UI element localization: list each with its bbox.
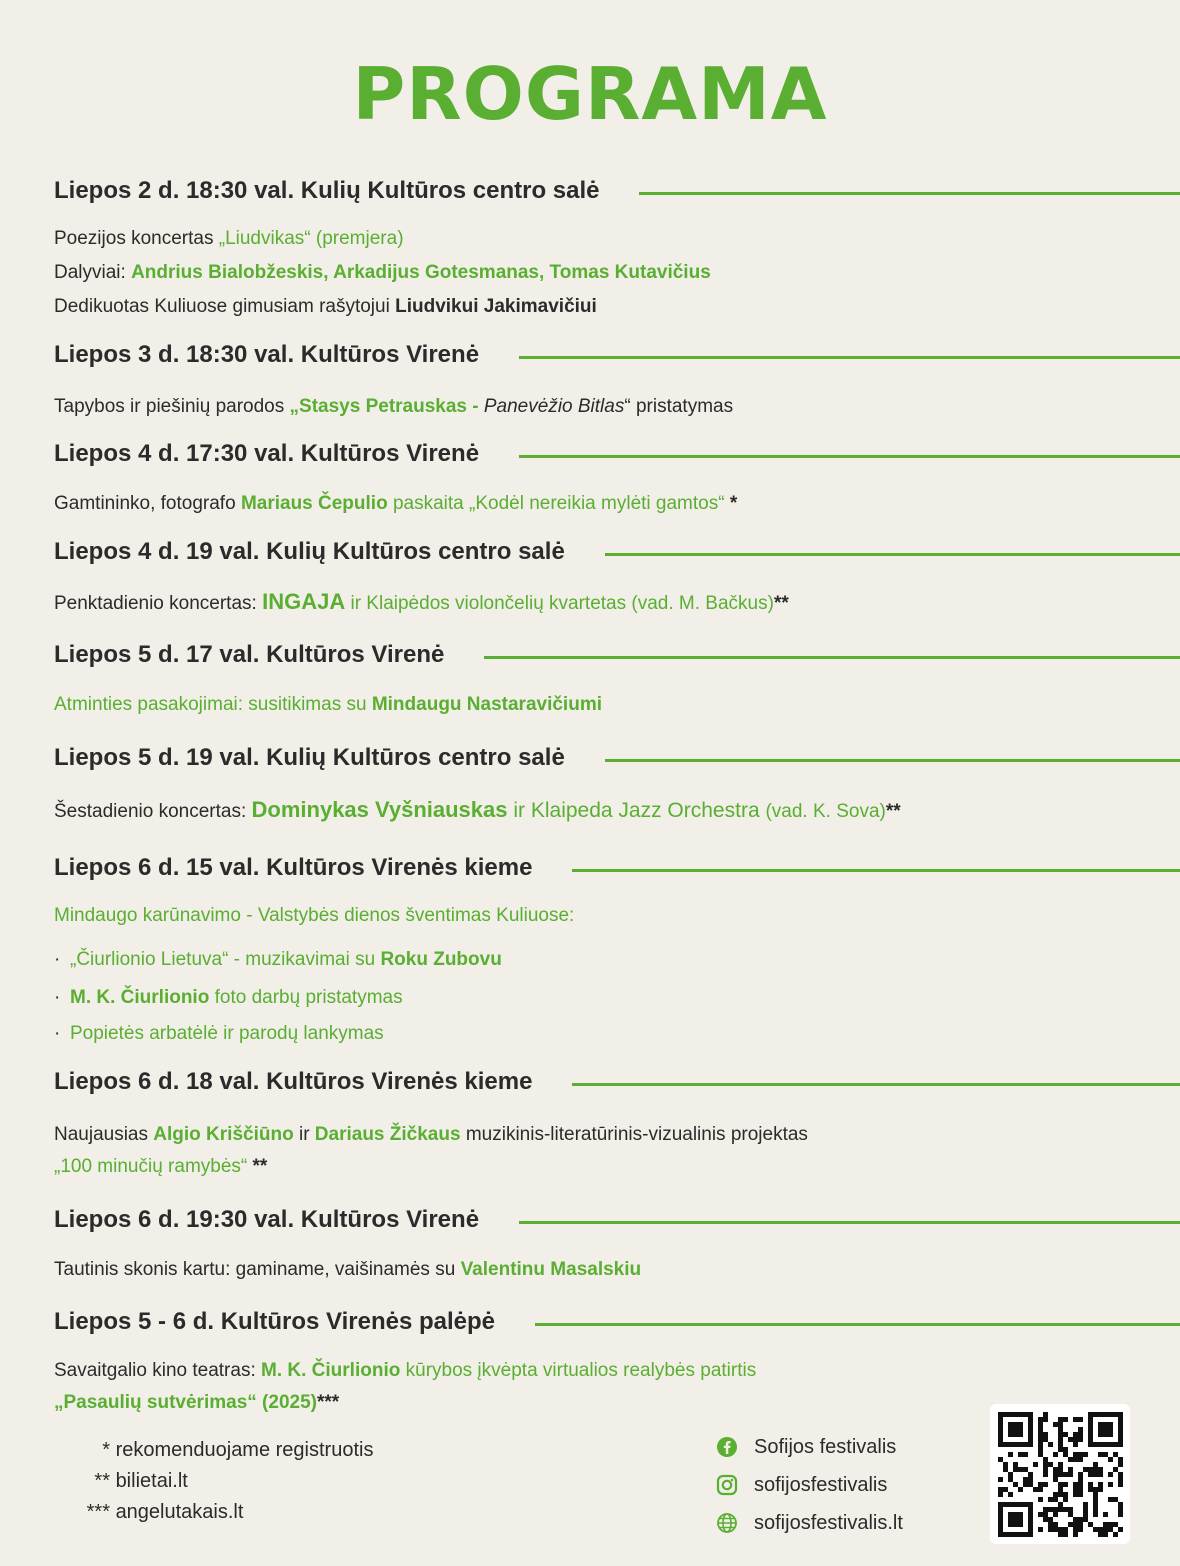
event-heading-text: Liepos 5 d. 19 val. Kulių Kultūros centro salė: [54, 744, 565, 771]
event-heading: [54, 437, 1180, 471]
event-heading-text: Liepos 4 d. 17:30 val. Kultūros Virenė: [54, 440, 480, 467]
footnote-mark: *: [729, 493, 738, 514]
performer: Dominykas Vyšniauskas: [251, 797, 508, 822]
qr-code: [990, 1404, 1130, 1544]
film-year: (2025): [256, 1392, 317, 1413]
event-line: [54, 222, 1180, 256]
event-heading-text: Liepos 5 d. 17 val. Kultūros Virenė: [54, 641, 445, 668]
divider-line: [535, 1323, 1180, 1326]
text-accent: foto darbų pristatymas: [209, 987, 403, 1008]
divider-line: [519, 455, 1180, 458]
guest: Mindaugu Nastaravičiumi: [371, 694, 602, 715]
event-7: [54, 851, 1180, 1051]
social-facebook[interactable]: [716, 1428, 903, 1466]
instagram-icon: [716, 1474, 738, 1496]
event-2: [54, 338, 1180, 424]
event-heading: [54, 741, 1180, 775]
text: Poezijos koncertas: [54, 228, 219, 249]
text: Savaitgalio kino teatras:: [54, 1360, 262, 1381]
footnote: [54, 1466, 373, 1497]
footnote-mark: *: [102, 1439, 110, 1461]
text: muzikinis-literatūrinis-vizualinis projektas: [460, 1124, 808, 1145]
facebook-icon: [716, 1436, 738, 1458]
event-heading-text: Liepos 6 d. 15 val. Kultūros Virenės kieme: [54, 854, 533, 881]
text: Gamtininko, fotografo: [54, 493, 241, 514]
event-heading-text: Liepos 6 d. 18 val. Kultūros Virenės kieme: [54, 1068, 533, 1095]
author: Algio Kriščiūno: [153, 1124, 294, 1145]
film-title: „Pasaulių sutvėrimas“: [54, 1392, 257, 1413]
text: Penktadienio koncertas:: [54, 593, 263, 614]
social-label: Sofijos festivalis: [754, 1436, 897, 1458]
footnote-mark: **: [247, 1156, 268, 1177]
event-line: [54, 1253, 1180, 1287]
text-accent: Mindaugo karūnavimo - Valstybės dienos šventimas Kuliuose:: [54, 905, 575, 926]
text: Naujausias: [54, 1124, 154, 1145]
text-accent: ir Klaipėdos violončelių kvartetas (vad. M. Bačkus): [345, 593, 774, 614]
footnote-text: rekomenduojame registruotis: [115, 1439, 374, 1461]
text-accent: M. K. Čiurlionio: [70, 987, 210, 1008]
event-line: [54, 487, 1180, 521]
event-8: [54, 1065, 1180, 1183]
author: Dariaus Žičkaus: [314, 1124, 461, 1145]
performer: Roku Zubovu: [380, 949, 502, 970]
event-heading: [54, 174, 1180, 208]
event-heading: [54, 1305, 1180, 1339]
text-accent: Popietės arbatėlė ir parodų lankymas: [70, 1023, 384, 1044]
event-5: [54, 638, 1180, 722]
divider-line: [572, 869, 1180, 872]
social-website[interactable]: [716, 1504, 903, 1542]
footnote-mark: ***: [86, 1501, 110, 1523]
event-line: [54, 290, 1180, 324]
footnote-mark: **: [885, 801, 901, 822]
footnote-mark: **: [94, 1470, 110, 1492]
list-item: [54, 943, 1180, 977]
event-heading-text: Liepos 5 - 6 d. Kultūros Virenės palėpė: [54, 1308, 496, 1335]
divider-line: [572, 1083, 1180, 1086]
bullet-icon: ·: [54, 949, 61, 970]
event-3: [54, 437, 1180, 521]
participants: Andrius Bialobžeskis, Arkadijus Gotesmanas, Tomas Kutavičius: [131, 262, 711, 283]
text-accent: „Liudvikas“ (premjera): [218, 228, 404, 249]
qr-code-image: [990, 1404, 1130, 1544]
list-item: [54, 981, 1180, 1015]
bullet-icon: ·: [54, 1023, 61, 1044]
event-heading-text: Liepos 6 d. 19:30 val. Kultūros Virenė: [54, 1206, 480, 1233]
event-heading: [54, 638, 1180, 672]
social-label: sofijosfestivalis.lt: [754, 1512, 903, 1534]
event-line: [54, 390, 1180, 424]
host: Valentinu Masalskiu: [460, 1259, 642, 1280]
event-line: [54, 1119, 1180, 1151]
event-heading: [54, 1203, 1180, 1237]
social-instagram[interactable]: [716, 1466, 903, 1504]
divider-line: [519, 1221, 1180, 1224]
text-accent: kūrybos įkvėpta virtualios realybės patirtis: [400, 1360, 757, 1381]
divider-line: [484, 656, 1180, 659]
footnote-text: bilietai.lt: [115, 1470, 188, 1492]
divider-line: [519, 356, 1180, 359]
speaker: Mariaus Čepulio: [240, 493, 388, 514]
text: Šestadienio koncertas:: [54, 801, 252, 822]
event-line: [54, 585, 1180, 621]
text: ir: [293, 1124, 315, 1145]
footnote-text: angelutakais.lt: [115, 1501, 244, 1523]
event-heading: [54, 535, 1180, 569]
event-heading-text: Liepos 2 d. 18:30 val. Kulių Kultūros centro salė: [54, 177, 600, 204]
footnote: [54, 1497, 373, 1528]
text-accent: „Čiurlionio Lietuva“ - muzikavimai su: [70, 949, 381, 970]
event-line: [54, 1151, 1180, 1183]
event-heading-text: Liepos 4 d. 19 val. Kulių Kultūros centro salė: [54, 538, 565, 565]
event-line: [54, 688, 1180, 722]
list-item: [54, 1017, 1180, 1051]
footnotes: [54, 1435, 373, 1528]
bullet-icon: ·: [54, 987, 61, 1008]
event-line: [54, 899, 1180, 933]
dedicatee: Liudvikui Jakimavičiui: [395, 296, 597, 317]
divider-line: [639, 192, 1180, 195]
footnote-mark: **: [773, 593, 789, 614]
event-10: [54, 1305, 1180, 1419]
event-9: [54, 1203, 1180, 1287]
social-links: [716, 1428, 903, 1542]
text-accent: paskaita „Kodėl nereikia mylėti gamtos“: [387, 493, 730, 514]
event-line: [54, 793, 1180, 829]
globe-icon: [716, 1512, 738, 1534]
text-accent: M. K. Čiurlionio: [261, 1360, 401, 1381]
footnote: [54, 1435, 373, 1466]
text-italic: Panevėžio Bitlas: [483, 396, 625, 417]
text: “ pristatymas: [624, 396, 734, 417]
divider-line: [605, 759, 1180, 762]
text: Dedikuotas Kuliuose gimusiam rašytojui: [54, 296, 396, 317]
event-4: [54, 535, 1180, 621]
event-heading: [54, 338, 1180, 372]
event-line: [54, 1355, 1180, 1387]
text-accent: ir Klaipeda Jazz Orchestra: [507, 799, 766, 822]
event-heading: [54, 851, 1180, 885]
event-6: [54, 741, 1180, 829]
text-accent: Atminties pasakojimai: susitikimas su: [54, 694, 372, 715]
event-heading: [54, 1065, 1180, 1099]
text: Dalyviai:: [54, 262, 132, 283]
performer: INGAJA: [262, 589, 346, 614]
text-accent: „Stasys Petrauskas -: [289, 396, 484, 417]
event-1: [54, 174, 1180, 324]
event-heading-text: Liepos 3 d. 18:30 val. Kultūros Virenė: [54, 341, 480, 368]
page-title: PROGRAMA: [352, 52, 828, 136]
text-accent: (vad. K. Sova): [765, 801, 886, 822]
divider-line: [605, 553, 1180, 556]
text: Tautinis skonis kartu: gaminame, vaišinamės su: [54, 1259, 461, 1280]
text-accent: „100 minučių ramybės“: [54, 1156, 248, 1177]
social-label: sofijosfestivalis: [754, 1474, 888, 1496]
footnote-mark: ***: [316, 1392, 340, 1413]
text: Tapybos ir piešinių parodos: [54, 396, 290, 417]
event-line: [54, 256, 1180, 290]
